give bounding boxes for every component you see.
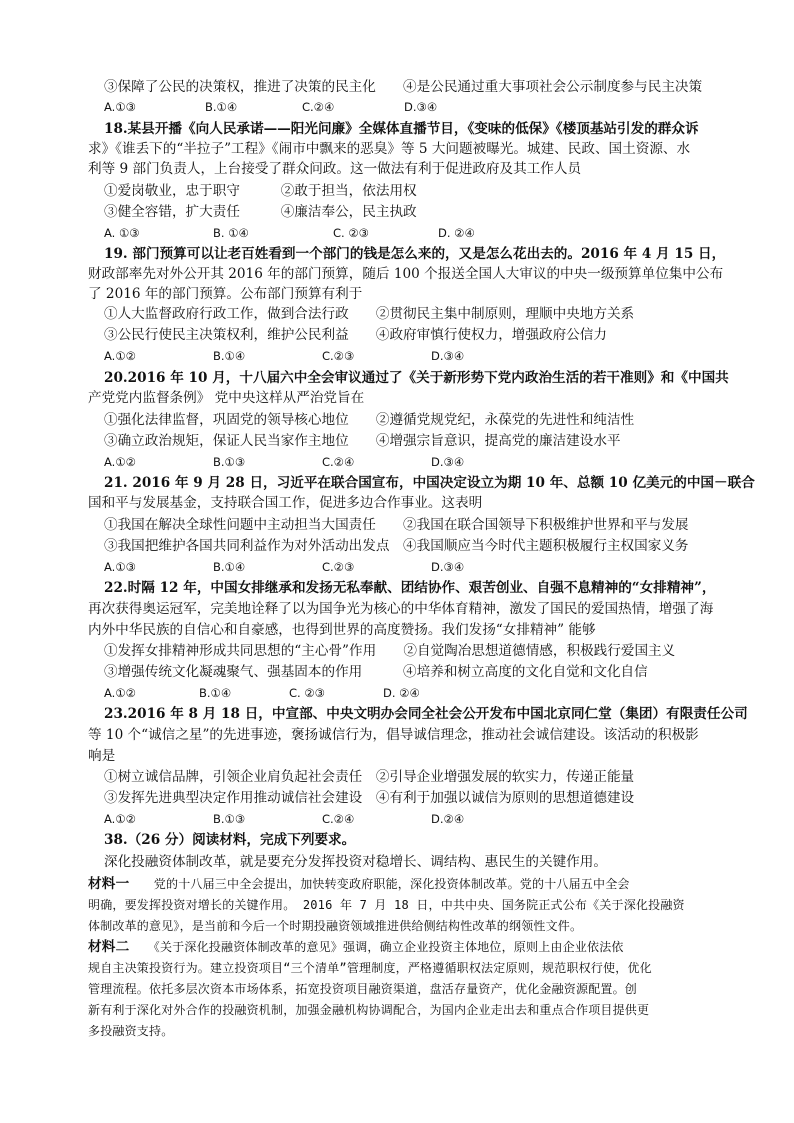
- material-2-line-4: 新有利于深化对外合作的投融资机制，加强金融机构协调配合，为国内企业走出去和重点合作项目提供更: [88, 1003, 650, 1017]
- q22-choice-line-1: ①发挥女排精神形成共同思想的“主心骨”作用 ②自觉陶冶思想道德情感，积极践行爱国主义: [104, 643, 676, 659]
- q20-stem-line-2: 产党党内监督条例》 党中央这样从严治党旨在: [88, 390, 365, 406]
- q17-option-c[interactable]: C.②④: [302, 100, 335, 114]
- q19-option-c[interactable]: C.②③: [322, 349, 355, 363]
- q18-option-b[interactable]: B. ①④: [213, 226, 249, 240]
- q19-option-d[interactable]: D.③④: [431, 349, 465, 363]
- material-1-text-1: 党的十八届三中全会提出，加快转变政府职能，深化投资体制改革。党的十八届五中全会: [129, 877, 630, 891]
- q22-stem-line-2: 再次获得奥运冠军，完美地诠释了以为国争光为核心的中华体育精神，激发了国民的爱国热情，增强了海: [88, 601, 714, 617]
- material-1-label: 材料一: [88, 876, 130, 892]
- q22-stem-line-1: 22.时隔 12 年，中国女排继承和发扬无私奉献、团结协作、艰苦创业、自强不息精神的“女排精神”，: [104, 580, 716, 596]
- q23-option-a[interactable]: A.①②: [104, 812, 136, 826]
- q18-choice-line-1: ①爱岗敬业，忠于职守 ②敢于担当，依法用权: [104, 183, 417, 199]
- q23-option-d[interactable]: D.②④: [431, 812, 465, 826]
- q22-stem-line-3: 内外中华民族的自信心和自豪感，也得到世界的高度赞扬。我们发扬“女排精神” 能够: [88, 622, 596, 638]
- q18-stem-line-3: 利等 9 部门负责人，上台接受了群众问政。这一做法有利于促进政府及其工作人员: [88, 161, 582, 177]
- q23-stem-line-3: 响是: [88, 748, 116, 764]
- q18-option-c[interactable]: C. ②③: [333, 226, 369, 240]
- q23-option-c[interactable]: C.②④: [322, 812, 355, 826]
- q17-option-d[interactable]: D.③④: [404, 100, 438, 114]
- material-1-line-3: 体制改革的意见》，是当前和今后一个时期投融资领域推进供给侧结构性改革的纲领性文件。: [88, 919, 583, 933]
- q21-stem-line-2: 国和平与发展基金，支持联合国工作，促进多边合作事业。这表明: [88, 495, 483, 511]
- material-2-line-2: 规自主决策投资行为。建立投资项目“三个清单”管理制度，严格遵循职权法定原则，规范职权行使，优化: [88, 961, 652, 975]
- q19-option-b[interactable]: B.①④: [213, 349, 246, 363]
- q21-option-c[interactable]: C.②③: [322, 560, 355, 574]
- q18-stem-line-2: 求》《谁丢下的“半拉子”工程》《闹市中飘来的恶臭》等 5 大问题被曝光。城建、民政、国土资源、水: [88, 141, 691, 157]
- q21-option-b[interactable]: B.①④: [213, 560, 246, 574]
- q19-choice-line-2: ③公民行使民主决策权利，维护公民利益 ④政府审慎行使权力，增强政府公信力: [104, 327, 607, 343]
- q20-option-a[interactable]: A.①②: [104, 455, 136, 469]
- material-2-line-5: 多投融资支持。: [88, 1024, 174, 1038]
- q38-intro: 深化投融资体制改革，就是要充分发挥投资对稳增长、调结构、惠民生的关键作用。: [104, 854, 607, 870]
- material-2-line-1: [88, 937, 708, 958]
- material-1-line-2: 明确，要发挥投资对增长的关键作用。 2016 年 7 月 18 日，中共中央、国务院正式公布《关于深化投融资: [88, 898, 685, 912]
- q19-stem-line-3: 了 2016 年的部门预算。公布部门预算有利于: [88, 286, 363, 302]
- q23-stem-line-1: 23.2016 年 8 月 18 日，中宣部、中央文明办会同全社会公开发布中国北京同仁堂（集团）有限责任公司: [104, 706, 748, 722]
- material-1-line-1: [88, 874, 708, 895]
- q22-option-c[interactable]: C. ②③: [289, 686, 325, 700]
- q20-option-b[interactable]: B.①③: [213, 455, 246, 469]
- q21-choice-line-2: ③我国把维护各国共同利益作为对外活动出发点 ④我国顺应当今时代主题积极履行主权国家义务: [104, 538, 689, 554]
- q18-stem-line-1: 18.某县开播《向人民承诺——阳光问廉》全媒体直播节目，《变味的低保》《楼顶基站引发的群众诉: [104, 121, 699, 137]
- q19-option-a[interactable]: A.①②: [104, 349, 136, 363]
- q23-option-b[interactable]: B.①③: [213, 812, 246, 826]
- material-2-label: 材料二: [88, 939, 130, 955]
- q17-option-a[interactable]: A.①③: [104, 100, 136, 114]
- q19-choice-line-1: ①人大监督政府行政工作，做到合法行政 ②贯彻民主集中制原则，理顺中央地方关系: [104, 306, 635, 322]
- q21-stem-line-1: 21. 2016 年 9 月 28 日，习近平在联合国宣布，中国决定设立为期 10 年、总额 10 亿美元的中国－联合: [104, 475, 755, 491]
- q20-stem-line-1: 20.2016 年 10 月，十八届六中全会审议通过了《关于新形势下党内政治生活的若干准则》和《中国共: [104, 370, 729, 386]
- q18-option-a[interactable]: A. ①③: [104, 226, 140, 240]
- q18-choice-line-2: ③健全容错，扩大责任 ④廉洁奉公，民主执政: [104, 204, 417, 220]
- q21-choice-line-1: ①我国在解决全球性问题中主动担当大国责任 ②我国在联合国领导下积极维护世界和平与发展: [104, 517, 689, 533]
- q20-choice-line-2: ③确立政治规矩，保证人民当家作主地位 ④增强宗旨意识，提高党的廉洁建设水平: [104, 433, 621, 449]
- q19-stem-line-2: 财政部率先对外公开其 2016 年的部门预算，随后 100 个报送全国人大审议的中央一级预算单位集中公布: [88, 266, 724, 282]
- q22-option-d[interactable]: D. ②④: [383, 686, 420, 700]
- material-2-line-3: 管理流程。依托多层次资本市场体系，拓宽投资项目融资渠道，盘活存量资产，优化金融资源配置。创: [88, 982, 638, 996]
- q17-choice-line: ③保障了公民的决策权，推进了决策的民主化 ④是公民通过重大事项社会公示制度参与民主决策: [104, 79, 703, 95]
- q22-option-a[interactable]: A.①②: [104, 686, 136, 700]
- q18-option-d[interactable]: D. ②④: [438, 226, 475, 240]
- q23-choice-line-2: ③发挥先进典型决定作用推动诚信社会建设 ④有利于加强以诚信为原则的思想道德建设: [104, 790, 635, 806]
- q23-choice-line-1: ①树立诚信品牌，引领企业肩负起社会责任 ②引导企业增强发展的软实力，传递正能量: [104, 769, 635, 785]
- q22-option-b[interactable]: B.①④: [199, 686, 232, 700]
- q22-choice-line-2: ③增强传统文化凝魂聚气、强基固本的作用 ④培养和树立高度的文化自觉和文化自信: [104, 664, 648, 680]
- q19-stem-line-1: 19. 部门预算可以让老百姓看到一个部门的钱是怎么来的，又是怎么花出去的。2016 年 4 月 15 日，: [104, 246, 726, 262]
- q20-option-c[interactable]: C.②④: [322, 455, 355, 469]
- material-2-text-1: 《关于深化投融资体制改革的意见》强调，确立企业投资主体地位，原则上由企业依法依: [129, 940, 624, 954]
- q20-option-d[interactable]: D.③④: [431, 455, 465, 469]
- q20-choice-line-1: ①强化法律监督，巩固党的领导核心地位 ②遵循党规党纪，永葆党的先进性和纯洁性: [104, 412, 635, 428]
- q38-heading: 38.（26 分）阅读材料，完成下列要求。: [104, 832, 356, 848]
- q21-option-a[interactable]: A.①③: [104, 560, 136, 574]
- q23-stem-line-2: 等 10 个“诚信之星”的先进事迹，褒扬诚信行为，倡导诚信理念，推动社会诚信建设。该活动的积极影: [88, 727, 699, 743]
- q21-option-d[interactable]: D.③④: [431, 560, 465, 574]
- q17-option-b[interactable]: B.①④: [205, 100, 238, 114]
